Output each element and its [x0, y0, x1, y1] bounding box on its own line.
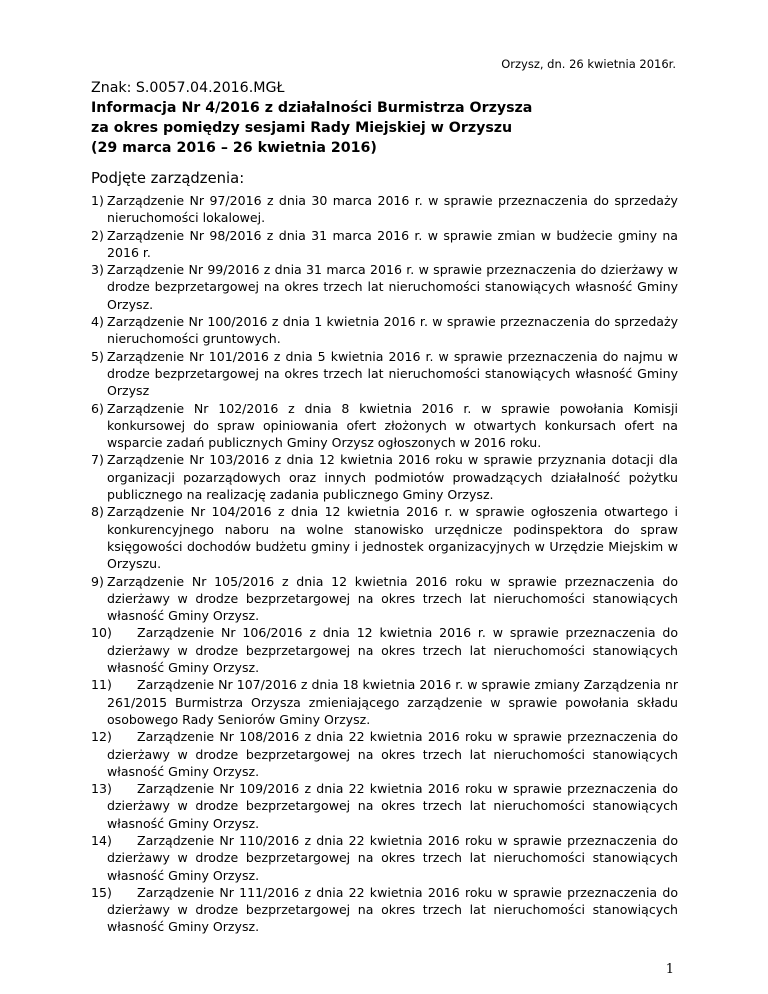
list-item [91, 573, 678, 625]
list-item-text: Zarządzenie Nr 102/2016 z dnia 8 kwietnia 2016 r. w sprawie powołania Komisji konkursowej do spraw opiniowania ofert złożonych w otwartych konkursach ofert na wsparcie zadań publicznych Gminy Orzysz ogłoszonych w 2016 roku. [107, 400, 678, 451]
list-item-text: Zarządzenie Nr 100/2016 z dnia 1 kwietnia 2016 r. w sprawie przeznaczenia do sprzedaży nieruchomości gruntowych. [107, 314, 678, 347]
document-title-line-1: Informacja Nr 4/2016 z działalności Burmistrza Orzysza [91, 100, 533, 116]
list-item-text: Zarządzenie Nr 98/2016 z dnia 31 marca 2016 r. w sprawie zmian w budżecie gminy na 2016 r. [107, 227, 678, 260]
list-item [91, 313, 678, 348]
list-item-number: 11) [91, 677, 112, 693]
page-number: 1 [665, 962, 674, 977]
section-heading: Podjęte zarządzenia: [91, 170, 245, 187]
document-sign: Znak: S.0057.04.2016.MGŁ [91, 80, 285, 96]
list-item [91, 832, 678, 884]
list-item-number: 15) [91, 884, 112, 900]
list-item-text: Zarządzenie Nr 105/2016 z dnia 12 kwietnia 2016 roku w sprawie przeznaczenia do dzierżawy w drodze bezprzetargowej na okres trzech lat nieruchomości stanowiących własność Gminy Orzysz. [107, 573, 678, 624]
list-item-number: 9) [91, 573, 104, 589]
list-item-text: Zarządzenie Nr 106/2016 z dnia 12 kwietnia 2016 r. w sprawie przeznaczenia do dzierżawy w drodze bezprzetargowej na okres trzech lat nieruchomości stanowiących własność Gminy Orzysz. [107, 625, 678, 676]
list-item-text: Zarządzenie Nr 107/2016 z dnia 18 kwietnia 2016 r. w sprawie zmiany Zarządzenia nr 261/2015 Burmistrza Orzysza zmieniającego zarządzenie w sprawie powołania składu osobowego Rady Seniorów Gminy Orzysz. [107, 677, 678, 727]
list-item [91, 624, 678, 676]
document-date: Orzysz, dn. 26 kwietnia 2016r. [501, 57, 676, 71]
list-item-number: 4) [91, 314, 104, 330]
list-item [91, 451, 678, 503]
list-item [91, 676, 678, 728]
list-item [91, 227, 678, 262]
list-item-number: 5) [91, 348, 104, 364]
document-title-line-3: (29 marca 2016 – 26 kwietnia 2016) [91, 140, 377, 156]
ordinance-list [91, 192, 678, 936]
document-header [91, 78, 681, 158]
list-item [91, 884, 678, 936]
list-item [91, 348, 678, 400]
list-item [91, 728, 678, 780]
list-item-number: 14) [91, 832, 112, 848]
list-item-text: Zarządzenie Nr 103/2016 z dnia 12 kwietnia 2016 roku w sprawie przyznania dotacji dla organizacji pozarządowych oraz innych podmiotów prowadzących działalność pożytku publicznego na realizację zadania publicznego Gminy Orzysz. [107, 452, 678, 503]
list-item-text: Zarządzenie Nr 97/2016 z dnia 30 marca 2016 r. w sprawie przeznaczenia do sprzedaży nieruchomości lokalowej. [107, 193, 678, 226]
list-item-number: 7) [91, 452, 104, 468]
list-item-number: 10) [91, 625, 112, 641]
list-item [91, 261, 678, 313]
list-item-number: 13) [91, 781, 112, 797]
list-item [91, 400, 678, 452]
list-item-text: Zarządzenie Nr 108/2016 z dnia 22 kwietnia 2016 roku w sprawie przeznaczenia do dzierżawy w drodze bezprzetargowej na okres trzech lat nieruchomości stanowiących własność Gminy Orzysz. [107, 729, 678, 779]
list-item [91, 192, 678, 227]
list-item-text: Zarządzenie Nr 111/2016 z dnia 22 kwietnia 2016 roku w sprawie przeznaczenia do dzierżawy w drodze bezprzetargowej na okres trzech lat nieruchomości stanowiących własność Gminy Orzysz. [107, 884, 678, 935]
list-item-number: 6) [91, 400, 104, 416]
list-item-number: 12) [91, 729, 112, 745]
list-item [91, 503, 678, 572]
document-title-line-2: za okres pomiędzy sesjami Rady Miejskiej w Orzyszu [91, 120, 513, 136]
list-item-text: Zarządzenie Nr 99/2016 z dnia 31 marca 2016 r. w sprawie przeznaczenia do dzierżawy w drodze bezprzetargowej na okres trzech lat nieruchomości stanowiących własność Gminy Orzysz. [107, 262, 678, 312]
list-item-text: Zarządzenie Nr 110/2016 z dnia 22 kwietnia 2016 roku w sprawie przeznaczenia do dzierżawy w drodze bezprzetargowej na okres trzech lat nieruchomości stanowiących własność Gminy Orzysz. [107, 832, 678, 883]
list-item-number: 8) [91, 504, 104, 520]
list-item-number: 3) [91, 262, 104, 278]
list-item-number: 1) [91, 193, 104, 208]
list-item-number: 2) [91, 227, 104, 243]
list-item-text: Zarządzenie Nr 101/2016 z dnia 5 kwietnia 2016 r. w sprawie przeznaczenia do najmu w drodze bezprzetargowej na okres trzech lat nieruchomości stanowiących własność Gminy Orzysz [107, 348, 678, 399]
list-item [91, 780, 678, 832]
list-item-text: Zarządzenie Nr 109/2016 z dnia 22 kwietnia 2016 roku w sprawie przeznaczenia do dzierżawy w drodze bezprzetargowej na okres trzech lat nieruchomości stanowiących własność Gminy Orzysz. [107, 781, 678, 831]
list-item-text: Zarządzenie Nr 104/2016 z dnia 12 kwietnia 2016 r. w sprawie ogłoszenia otwartego i konkurencyjnego naboru na wolne stanowisko urzędnicze podinspektora do spraw księgowości dochodów budżetu gminy i jednostek organizacyjnych w Urzędzie Miejskim w Orzyszu. [107, 504, 678, 572]
